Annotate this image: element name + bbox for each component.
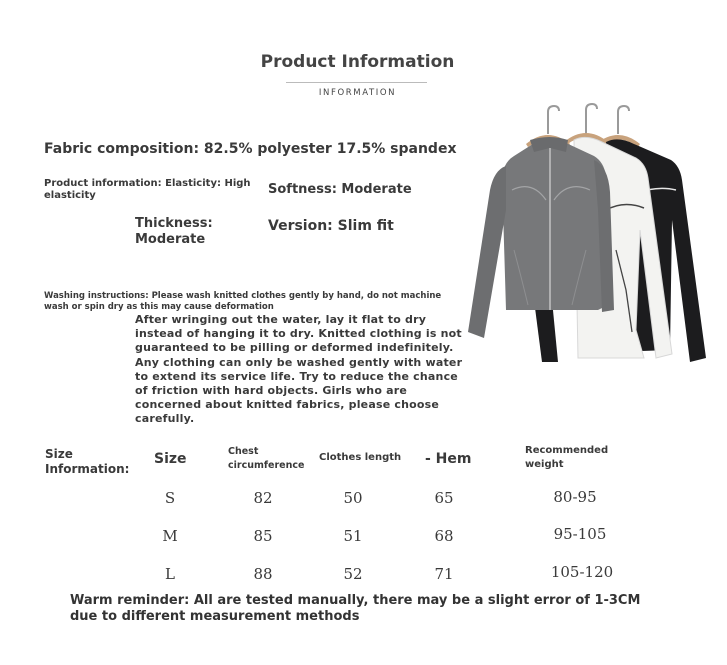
page-subtitle: INFORMATION <box>318 88 397 98</box>
product-info: Product information: Elasticity: High elasticity <box>44 178 251 201</box>
fabric-composition: Fabric composition: 82.5% polyester 17.5% spandex <box>44 141 457 157</box>
title-divider <box>286 82 427 83</box>
washing-instructions-heading: Washing instructions: Please wash knitted clothes gently by hand, do not machine wash or spin dry as this may cause deformation <box>44 291 442 312</box>
table-cell-length: 50 <box>343 489 363 507</box>
product-photo <box>466 100 718 370</box>
table-cell-weight: 105-120 <box>550 563 614 581</box>
size-header: Size <box>154 451 187 467</box>
gray-jacket <box>468 137 614 338</box>
size-info-label: Size Information: <box>45 447 130 476</box>
chest-header: Chest circumference <box>228 446 305 471</box>
table-cell-chest: 85 <box>253 527 273 545</box>
table-cell-hem: 68 <box>434 527 454 545</box>
weight-header: Recommended weight <box>525 445 609 470</box>
hem-header: - Hem <box>425 451 472 467</box>
table-cell-weight: 80-95 <box>553 488 597 506</box>
length-header: Clothes length <box>319 452 402 463</box>
table-cell-weight: 95-105 <box>553 525 607 543</box>
table-cell-chest: 88 <box>253 565 273 583</box>
table-cell-hem: 71 <box>434 565 454 583</box>
hanger-hooks <box>548 104 629 134</box>
washing-instructions-body: After wringing out the water, lay it flat to dry instead of hanging it to dry. Knitted clothing is not guaranteed to be pilling or deformed indefinitely. Any clothing can only be washed gently with water to extend its service life. Try to reduce the chance of friction with hard objects. Girls who are concerned about knitted fabrics, please choose carefully. <box>135 313 463 426</box>
table-cell-chest: 82 <box>253 489 273 507</box>
table-cell-size: M <box>162 527 178 545</box>
table-cell-size: S <box>164 489 176 507</box>
page-title: Product Information <box>260 52 455 72</box>
softness: Softness: Moderate <box>268 182 412 197</box>
table-cell-length: 51 <box>343 527 363 545</box>
table-cell-length: 52 <box>343 565 363 583</box>
version: Version: Slim fit <box>268 218 394 234</box>
table-cell-hem: 65 <box>434 489 454 507</box>
warm-reminder: Warm reminder: All are tested manually, there may be a slight error of 1-3CM due to different measurement methods <box>70 593 641 624</box>
thickness: Thickness: Moderate <box>135 216 213 247</box>
table-cell-size: L <box>165 565 175 583</box>
